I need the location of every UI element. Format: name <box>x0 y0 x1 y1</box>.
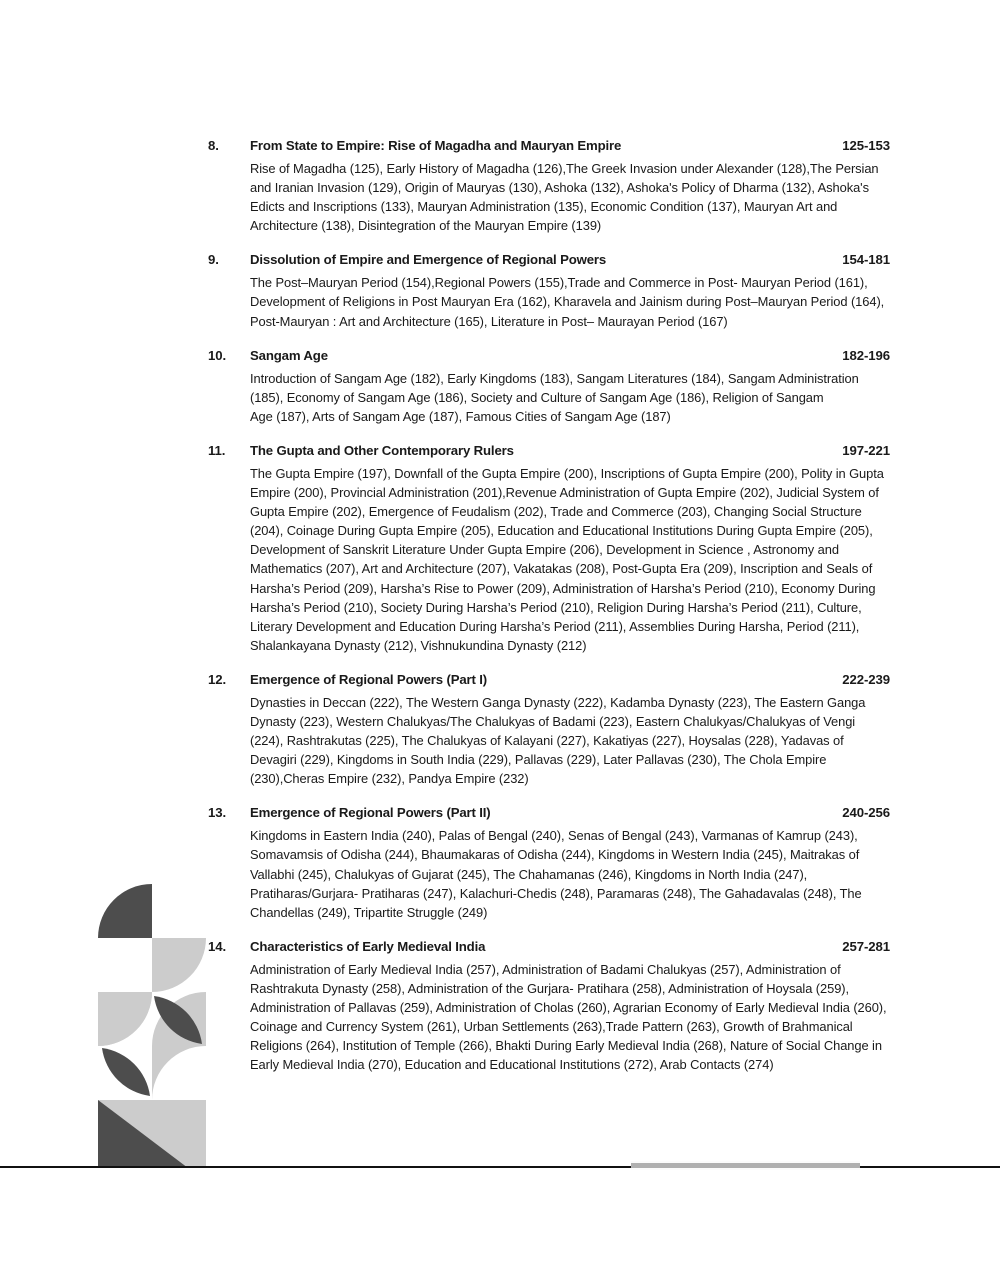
toc-entry[interactable] <box>208 348 890 426</box>
toc-entry-title: Dissolution of Empire and Emergence of Regional Powers <box>250 252 607 268</box>
logo-quarter-upper-right <box>152 938 206 992</box>
toc-entry-page-range: 154-181 <box>842 252 890 268</box>
toc-entry[interactable] <box>208 939 890 1075</box>
toc-entry-title: From State to Empire: Rise of Magadha and Mauryan Empire <box>250 138 622 153</box>
toc-entry-number: 9. <box>208 252 219 268</box>
toc-entry-title: Emergence of Regional Powers (Part II) <box>250 805 491 821</box>
toc-entry-header <box>208 939 890 958</box>
toc-entry-description: The Post–Mauryan Period (154),Regional Powers (155),Trade and Commerce in Post- Mauryan Period (161), Development of Religions in Post Mauryan Era (162), Kharavela and Jainism during Post–Mauryan Period (164), Post-Mauryan : Art and Architecture (165), Literature in Post– Maurayan Period (167) <box>250 275 885 329</box>
toc-entry-description: Administration of Early Medieval India (257), Administration of Badami Chalukyas (257), Administration of Rashtrakuta Dynasty (258), Administration of the Gurjara- Pratihara (258), Administration of Hoysala (259), Administration of Pallavas (259), Administration of Cholas (260), Agrarian Economy of Early Medieval India (260), Coinage and Currency System (261), Urban Settlements (263),Trade Pattern (263), Growth of Brahmanical Religions (264), Institution of Temple (266), Bhakti During Early Medieval India (268), Nature of Social Change in Early Medieval India (270), Education and Educational Institutions (272), Arab Contacts (274) <box>250 961 887 1073</box>
toc-entry-header <box>208 348 890 367</box>
logo-curve-left-fill <box>98 992 152 1046</box>
toc-entry-number: 8. <box>208 138 219 153</box>
toc-entry-number: 11. <box>208 442 226 458</box>
toc-entry[interactable] <box>208 252 890 330</box>
toc-entry-description: Rise of Magadha (125), Early History of Magadha (126),The Greek Invasion under Alexander (128),The Persian and Iranian Invasion (129), Origin of Mauryas (130), Ashoka (132), Ashoka's Policy of Dharma (132), Ashoka's Edicts and Inscriptions (133), Mauryan Administration (135), Economic Condition (137), Mauryan Art and Architecture (138), Disintegration of the Mauryan Empire (139) <box>250 161 879 234</box>
toc-entry-description: Introduction of Sangam Age (182), Early Kingdoms (183), Sangam Literatures (184), Sangam Administration (185), Economy of Sangam Age (186), Society and Culture of Sangam Age (186), Religion of Sangam Age (187), Arts of Sangam Age (187), Famous Cities of Sangam Age (187) <box>250 370 859 424</box>
toc-entry-title: Sangam Age <box>250 347 328 363</box>
toc-entry-header <box>208 443 890 462</box>
toc-entry-number: 10. <box>208 347 227 363</box>
toc-entry[interactable] <box>208 805 890 921</box>
toc-entry-page-range: 257-281 <box>842 938 890 954</box>
toc-entry-page-range: 125-153 <box>842 138 890 153</box>
toc-entry-number: 12. <box>208 671 227 687</box>
toc-entry[interactable] <box>208 443 890 655</box>
toc-entry-number: 14. <box>208 938 227 954</box>
toc-entry-page-range: 240-256 <box>842 805 890 821</box>
toc-entry-number: 13. <box>208 805 227 821</box>
toc-entry-page-range: 222-239 <box>842 671 890 687</box>
table-of-contents <box>208 138 890 1091</box>
logo-quarter-top-left <box>98 884 152 938</box>
toc-entry-header <box>208 252 890 271</box>
toc-entry-title: The Gupta and Other Contemporary Rulers <box>250 442 514 458</box>
toc-entry-description: The Gupta Empire (197), Downfall of the Gupta Empire (200), Inscriptions of Gupta Empire (200), Polity in Gupta Empire (200), Provincial Administration (201),Revenue Administration of Gupta Empire (202), Judicial System of Gupta Empire (202), Emergence of Feudalism (202), Trade and Commerce (203), Changing Social Structure (204), Coinage During Gupta Empire (205), Education and Educational Institutions During Gupta Empire (205), Development of Sanskrit Literature Under Gupta Empire (206), Development in Science , Astronomy and Mathematics (207), Art and Architecture (207), Vakatakas (208), Post-Gupta Era (209), Inscription and Seals of Harsha’s Period (209), Harsha’s Rise to Power (209), Administration of Harsha’s Period (210), Economy During Harsha’s Period (210), Society During Harsha’s Period (210), Religion During Harsha’s Period (211), Culture, Literary Development and Education During Harsha’s Period (211), Assemblies During Harsha, Period (211), Shalankayana Dynasty (212), Vishnukundina Dynasty (212) <box>250 465 884 653</box>
toc-entry-header <box>208 805 890 824</box>
toc-entry-title: Emergence of Regional Powers (Part I) <box>250 671 488 687</box>
toc-entry[interactable] <box>208 138 890 235</box>
toc-entry-header <box>208 672 890 691</box>
toc-entry-description: Kingdoms in Eastern India (240), Palas of Bengal (240), Senas of Bengal (243), Varmanas of Kamrup (243), Somavamsis of Odisha (244), Bhaumakaras of Odisha (244), Kingdoms in Western India (245), Maitrakas of Vallabhi (245), Chalukyas of Gujarat (245), The Chahamanas (246), Kingdoms in North India (247), Pratiharas/Gurjara- Pratiharas (247), Kalachuri-Chedis (248), Paramaras (248), The Gahadavalas (248), The Chandellas (249), Tripartite Struggle (249) <box>250 828 862 920</box>
toc-entry-page-range: 197-221 <box>842 442 890 458</box>
toc-entry-description: Dynasties in Deccan (222), The Western Ganga Dynasty (222), Kadamba Dynasty (223), The Eastern Ganga Dynasty (223), Western Chalukyas/The Chalukyas of Badami (223), Eastern Chalukyas/Chalukyas of Vengi (224), Rashtrakutas (225), The Chalukyas of Kalayani (227), Kakatiyas (227), Hoysalas (228), Yadavas of Devagiri (229), Kingdoms in South India (229), Pallavas (229), Later Pallavas (230), The Chola Empire (230),Cheras Empire (232), Pandya Empire (232) <box>250 694 866 787</box>
toc-entry-title: Characteristics of Early Medieval India <box>250 938 486 954</box>
toc-entry-page-range: 182-196 <box>842 347 890 363</box>
page-bottom-rule-accent <box>631 1161 860 1170</box>
toc-entry[interactable] <box>208 672 890 788</box>
logo-leaf-lower-left <box>102 1048 150 1096</box>
publisher-logo <box>98 884 206 1168</box>
toc-entry-header <box>208 138 890 157</box>
